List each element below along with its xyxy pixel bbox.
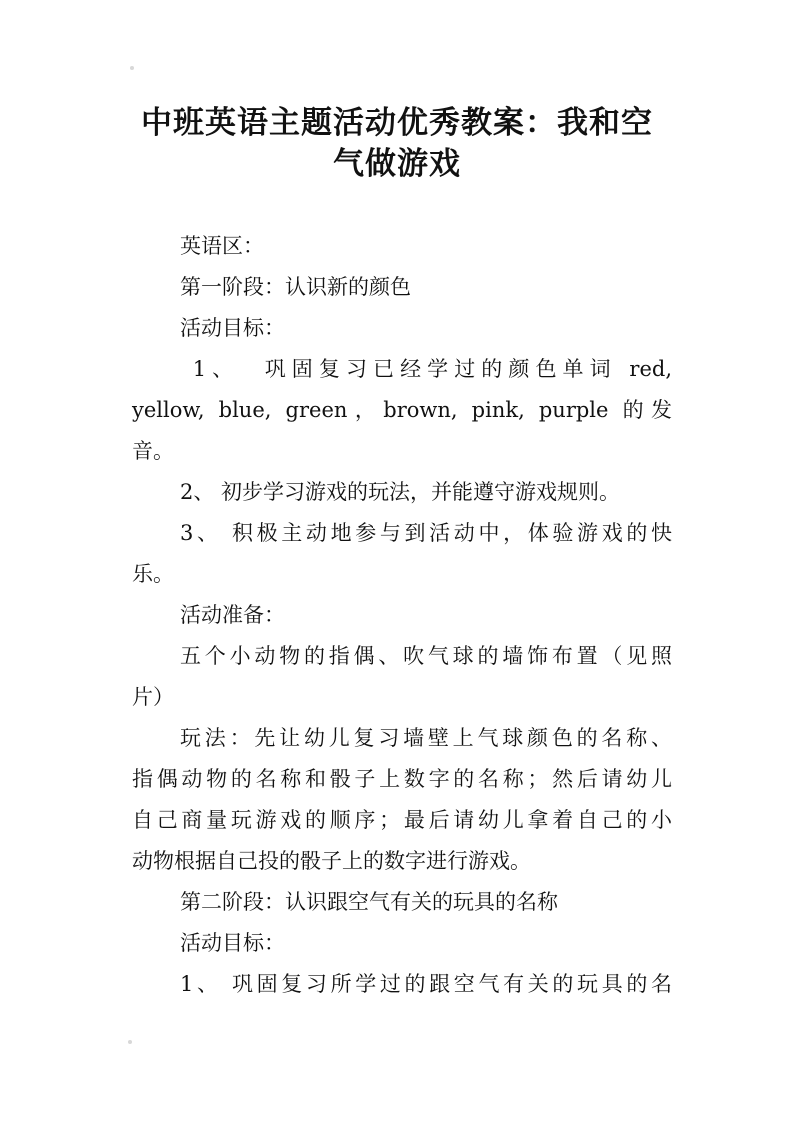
preparation-heading: 活动准备：: [180, 603, 285, 627]
page-corner-mark: [128, 1040, 132, 1044]
objective-3-line-1: 3、 积极主动地参与到活动中，体验游戏的快: [180, 521, 672, 545]
objective-2: 2、 初步学习游戏的玩法，并能遵守游戏规则。: [180, 480, 621, 504]
objective-1-line-2: yellow, blue, green，brown, pink, purple 的发: [132, 398, 672, 422]
objective-1-line-3: 音。: [132, 439, 174, 463]
gameplay-line-3: 自己商量玩游戏的顺序；最后请幼儿拿着自己的小: [132, 808, 672, 832]
gameplay-line-4: 动物根据自己投的骰子上的数字进行游戏。: [132, 849, 531, 873]
objectives-heading-2: 活动目标：: [180, 931, 285, 955]
preparation-line-2: 片）: [132, 685, 174, 709]
gameplay-line-2: 指偶动物的名称和骰子上数字的名称；然后请幼儿: [132, 767, 672, 791]
preparation-line-1: 五个小动物的指偶、吹气球的墙饰布置（见照: [180, 644, 672, 668]
stage-heading: 第一阶段：认识新的颜色: [180, 275, 411, 299]
section-heading: 英语区：: [180, 234, 264, 258]
page-corner-mark: [130, 66, 134, 70]
document-title-line-2: 气做游戏: [333, 146, 461, 182]
objective-1-line-1: 1、 巩固复习已经学过的颜色单词 red,: [180, 357, 672, 381]
stage-2-heading: 第二阶段：认识跟空气有关的玩具的名称: [180, 890, 558, 914]
gameplay-line-1: 玩法：先让幼儿复习墙壁上气球颜色的名称、: [180, 726, 672, 750]
objectives-heading: 活动目标：: [180, 316, 285, 340]
stage-2-objective-1: 1、 巩固复习所学过的跟空气有关的玩具的名: [180, 972, 672, 996]
objective-3-line-2: 乐。: [132, 562, 174, 586]
document-title-line-1: 中班英语主题活动优秀教案：我和空: [141, 105, 653, 141]
document-body: [132, 226, 672, 1005]
